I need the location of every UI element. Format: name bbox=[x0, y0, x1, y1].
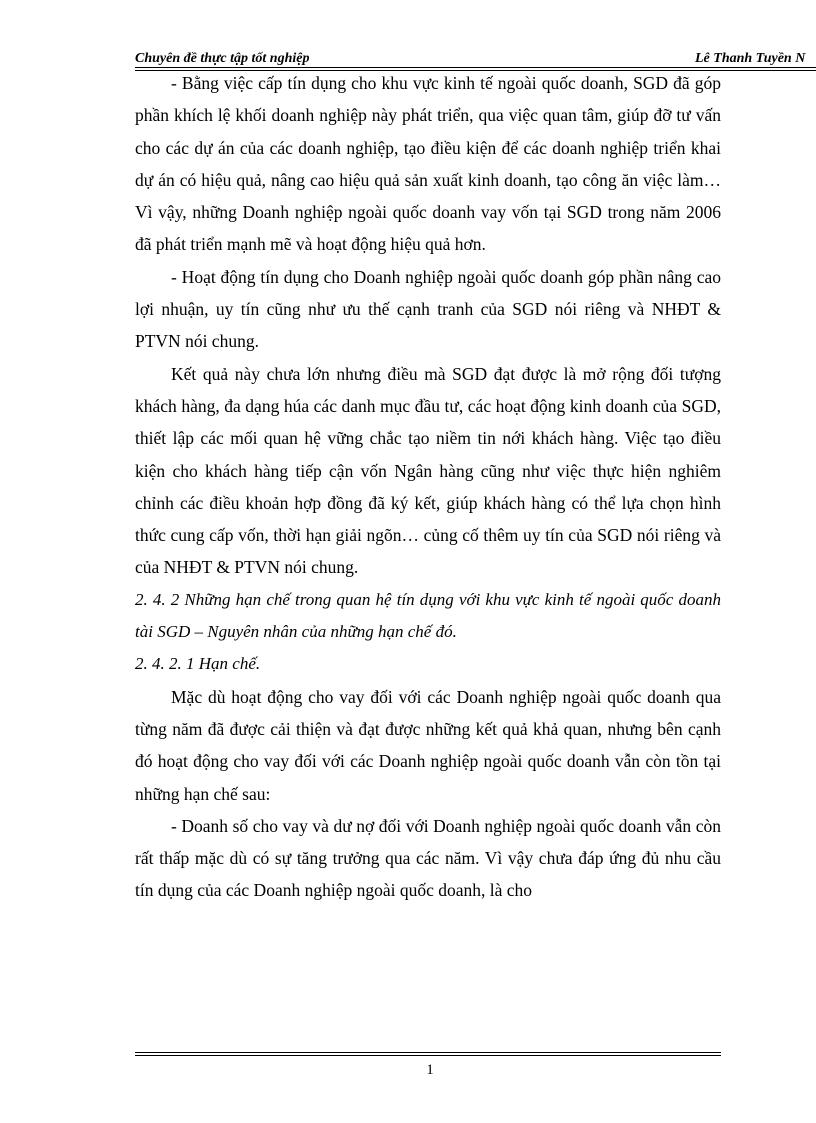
paragraph-3: Kết quả này chưa lớn nhưng điều mà SGD đạt được là mở rộng đối tượng khách hàng, đa dạng húa các danh mục đầu tư, các hoạt động kinh doanh của SGD, thiết lập các mối quan hệ vững chắc tạo niềm tin nới khách hàng. Việc tạo điều kiện cho khách hàng tiếp cận vốn Ngân hàng cũng như việc thực hiện nghiêm chỉnh các điều khoản hợp đồng đã ký kết, giúp khách hàng có thể lựa chọn hình thức cung cấp vốn, thời hạn giải ngõn… củng cố thêm uy tín của SGD nói riêng và của NHĐT & PTVN nói chung. bbox=[135, 363, 721, 578]
paragraph-1: - Bằng việc cấp tín dụng cho khu vực kinh tế ngoài quốc doanh, SGD đã góp phần khích lệ khối doanh nghiệp này phát triển, qua việc quan tâm, giúp đỡ tư vấn cho các dự án của các doanh nghiệp, tạo điều kiện để các doanh nghiệp triển khai dự án có hiệu quả, nâng cao hiệu quả sản xuất kinh doanh, tạo công ăn việc làm… Vì vậy, những Doanh nghiệp ngoài quốc doanh vay vốn tại SGD trong năm 2006 đã phát triển mạnh mẽ và hoạt động hiệu quả hơn. bbox=[135, 73, 721, 255]
footer-rule-double bbox=[135, 1055, 721, 1056]
subsection-heading: 2. 4. 2. 1 Hạn chế. bbox=[135, 654, 261, 674]
header-title: Chuyên đề thực tập tốt nghiệp bbox=[135, 51, 310, 66]
paragraph-4: Mặc dù hoạt động cho vay đối với các Doanh nghiệp ngoài quốc doanh qua từng năm đã được cải thiện và đạt được những kết quả khả quan, nhưng bên cạnh đó hoạt động cho vay đối với các Doanh nghiệp ngoài quốc doanh vẫn còn tồn tại những hạn chế sau: bbox=[135, 686, 721, 804]
header-author: Lê Thanh Tuyền N bbox=[695, 51, 806, 66]
footer-rule bbox=[135, 1052, 721, 1053]
page-number: 1 bbox=[426, 1062, 434, 1078]
paragraph-5: - Doanh số cho vay và dư nợ đối với Doanh nghiệp ngoài quốc doanh vẫn còn rất thấp mặc dù có sự tăng trưởng qua các năm. Vì vậy chưa đáp ứng đủ nhu cầu tín dụng của các Doanh nghiệp ngoài quốc doanh, là cho bbox=[135, 815, 721, 901]
document-body bbox=[135, 67, 721, 907]
paragraph-2: - Hoạt động tín dụng cho Doanh nghiệp ngoài quốc doanh góp phần nâng cao lợi nhuận, uy tín cũng như ưu thế cạnh tranh của SGD nói riêng và NHĐT & PTVN nói chung. bbox=[135, 266, 721, 352]
section-heading: 2. 4. 2 Những hạn chế trong quan hệ tín dụng với khu vực kinh tế ngoài quốc doanh tài SGD – Nguyên nhân của những hạn chế đó. bbox=[135, 589, 721, 642]
